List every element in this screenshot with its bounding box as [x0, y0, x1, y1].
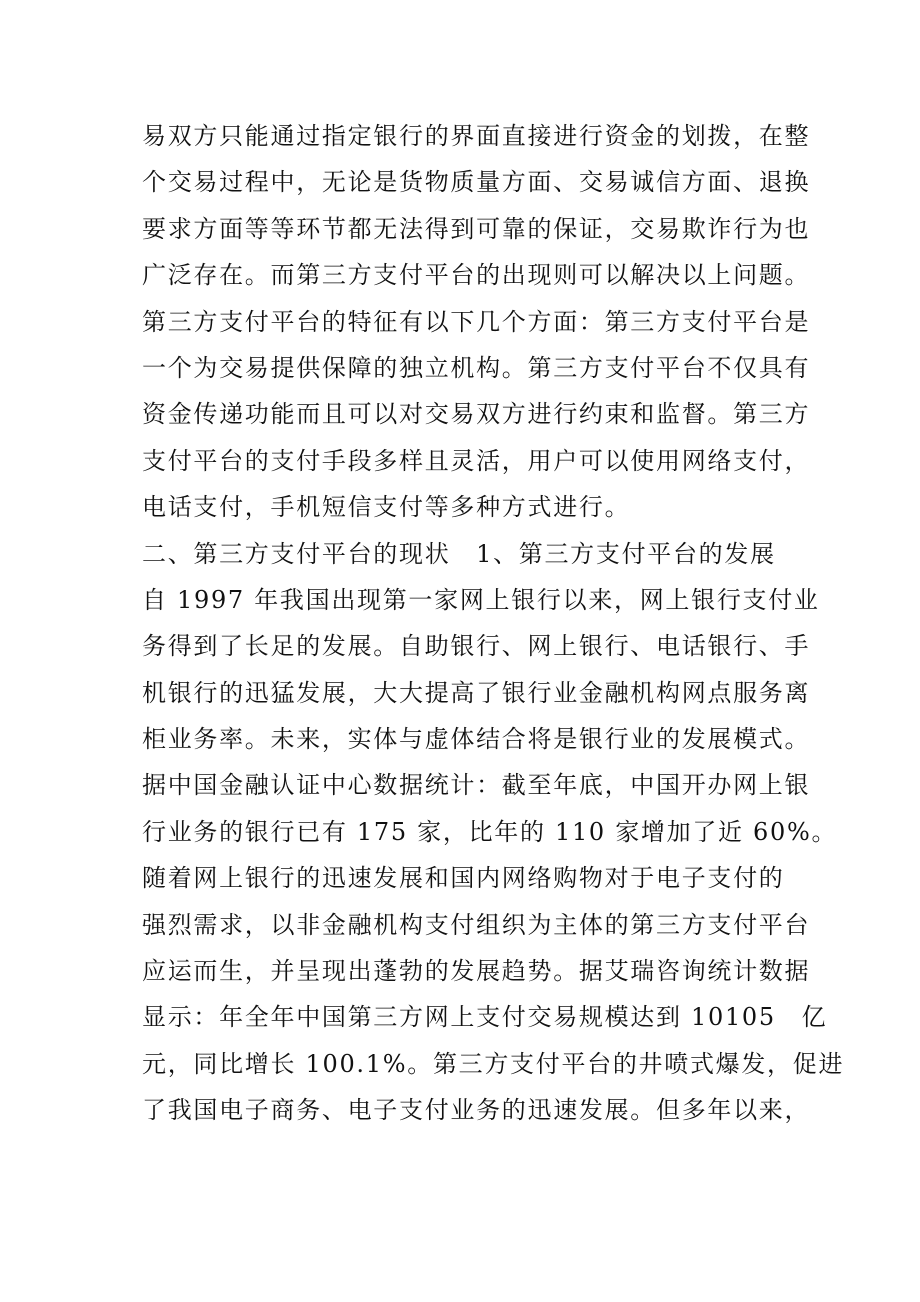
text-line: 电话支付，手机短信支付等多种方式进行。 — [142, 493, 631, 522]
text-line: 应运而生，并呈现出蓬勃的发展趋势。据艾瑞咨询统计数据 — [142, 957, 811, 986]
text-line: 显示：年全年中国第三方网上支付交易规模达到 10105 亿 — [142, 1003, 828, 1032]
text-line: 支付平台的支付手段多样且灵活，用户可以使用网络支付， — [142, 446, 811, 475]
text-line: 广泛存在。而第三方支付平台的出现则可以解决以上问题。 — [142, 261, 811, 290]
text-line: 机银行的迅猛发展，大大提高了银行业金融机构网点服务离 — [142, 678, 811, 707]
text-line: 元，同比增长 100.1%。第三方支付平台的井喷式爆发，促进 — [142, 1049, 845, 1078]
text-line: 资金传递功能而且可以对交易双方进行约束和监督。第三方 — [142, 400, 811, 429]
text-line: 柜业务率。未来，实体与虚体结合将是银行业的发展模式。 — [142, 725, 811, 754]
text-line: 自 1997 年我国出现第一家网上银行以来，网上银行支付业 — [142, 585, 820, 614]
text-line: 了我国电子商务、电子支付业务的迅速发展。但多年以来， — [142, 1096, 811, 1125]
text-line: 务得到了长足的发展。自助银行、网上银行、电话银行、手 — [142, 632, 811, 661]
body-text — [142, 113, 845, 1134]
text-line: 要求方面等等环节都无法得到可靠的保证，交易欺诈行为也 — [142, 214, 811, 243]
text-line: 易双方只能通过指定银行的界面直接进行资金的划拨，在整 — [142, 122, 811, 150]
text-line: 行业务的银行已有 175 家，比年的 110 家增加了近 60%。 — [142, 817, 838, 846]
text-line: 随着网上银行的迅速发展和国内网络购物对于电子支付的 — [142, 864, 785, 893]
text-line: 据中国金融认证中心数据统计：截至年底，中国开办网上银 — [142, 771, 811, 800]
text-line: 个交易过程中，无论是货物质量方面、交易诚信方面、退换 — [142, 168, 811, 197]
text-line: 第三方支付平台的特征有以下几个方面：第三方支付平台是 — [142, 307, 811, 336]
text-line: 一个为交易提供保障的独立机构。第三方支付平台不仅具有 — [142, 353, 811, 382]
text-line: 强烈需求，以非金融机构支付组织为主体的第三方支付平台 — [142, 910, 811, 939]
section-heading: 二、第三方支付平台的现状 1、第三方支付平台的发展 — [142, 539, 776, 568]
